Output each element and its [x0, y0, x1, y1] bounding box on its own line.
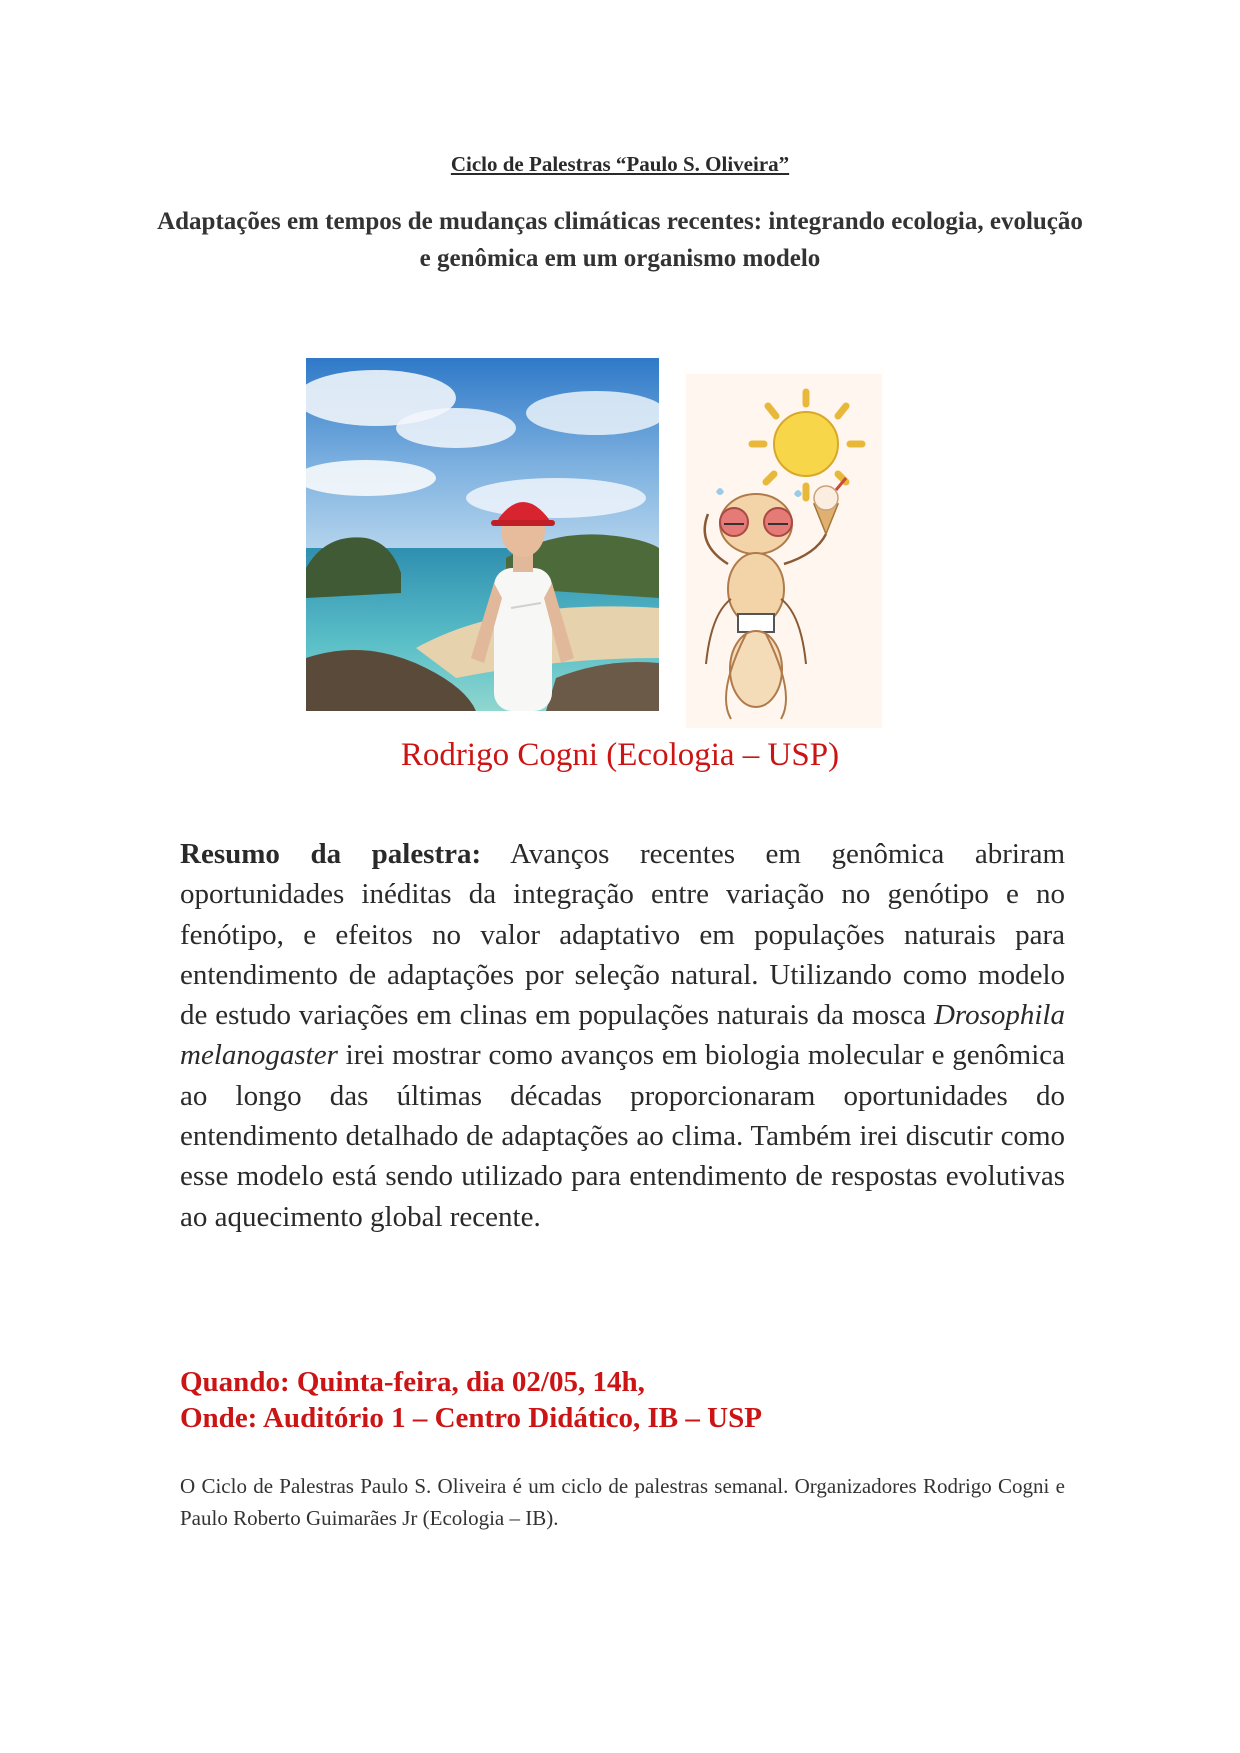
abstract-label: Resumo da palestra: [180, 838, 482, 870]
series-title: Ciclo de Palestras “Paulo S. Oliveira” [450, 152, 790, 176]
talk-title: Adaptações em tempos de mudanças climáticas recentes: integrando ecologia, evolução e genômica em um organismo modelo [157, 208, 1083, 272]
fly-drawing [686, 374, 882, 728]
speaker-photo [306, 358, 659, 711]
event-when: Quando: Quinta-feira, dia 02/05, 14h, [180, 1366, 645, 1398]
speaker-name: Rodrigo Cogni (Ecologia – USP) [400, 737, 840, 773]
abstract [180, 834, 1065, 1237]
event-where: Onde: Auditório 1 – Centro Didático, IB – USP [180, 1402, 762, 1434]
species-name: Drosophila melanogaster [180, 999, 1065, 1072]
abstract-text-before: Avanços recentes em genômica abriram oportunidades inéditas da integração entre variação no genótipo e no fenótipo, e efeitos no valor adaptativo em populações naturais para entendimento de adaptações por seleção natural. Utilizando como modelo de estudo variações em clinas em populações naturais da mosca [180, 838, 1065, 1032]
footer-note: O Ciclo de Palestras Paulo S. Oliveira é um ciclo de palestras semanal. Organizadores Rodrigo Cogni e Paulo Roberto Guimarães Jr (Ecologia – IB). [180, 1474, 1065, 1530]
abstract-text-after: irei mostrar como avanços em biologia molecular e genômica ao longo das últimas décadas proporcionaram oportunidades do entendimento detalhado de adaptações ao clima. Também irei discutir como esse modelo está sendo utilizado para entendimento de respostas evolutivas ao aquecimento global recente. [180, 1039, 1065, 1233]
